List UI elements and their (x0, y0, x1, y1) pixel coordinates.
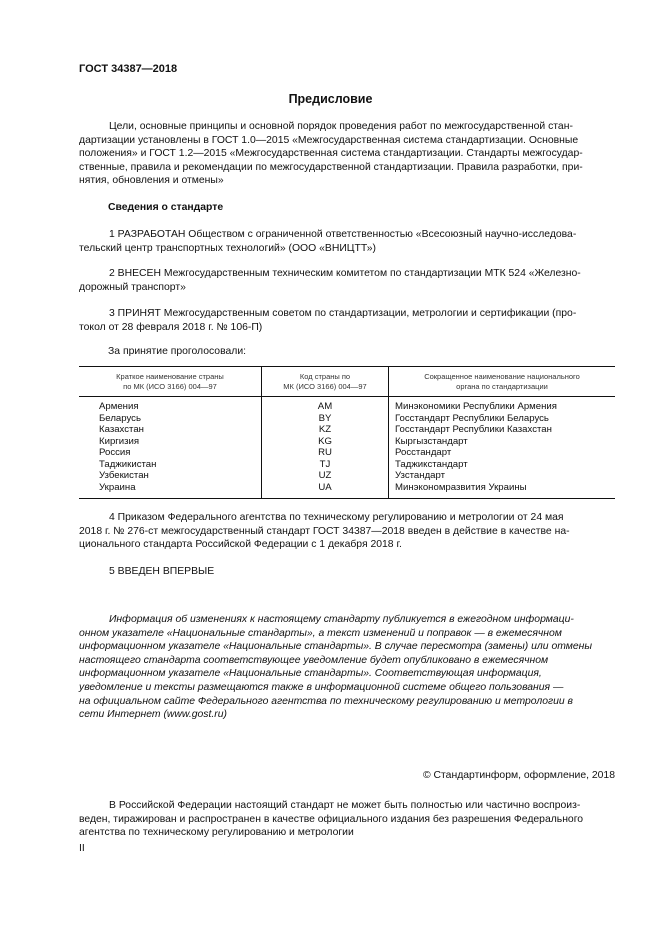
info-line: сети Интернет (www.gost.ru) (79, 709, 227, 721)
info-line: на официальном сайте Федерального агентства по техническому регулированию и метрологии в (79, 695, 573, 707)
country-cell: Таджикистан (99, 458, 157, 470)
voted-label: За принятие проголосовали: (108, 346, 247, 357)
header-line: по МК (ИСО 3166) 004—97 (123, 382, 217, 391)
info-line: Информация об изменениях к настоящему стандарту публикуется в ежегодном информаци- (109, 614, 574, 625)
code-cell: TJ (262, 459, 389, 471)
header-line: Код страны по (299, 372, 351, 381)
column-header-agency (389, 367, 616, 397)
code-cell: KG (262, 436, 389, 448)
intro-paragraph (79, 120, 615, 188)
column-header-country (79, 367, 262, 397)
country-cell: Узбекистан (99, 470, 149, 481)
code-cell: BY (262, 413, 389, 425)
item-2-line: 2 ВНЕСЕН Межгосударственным техническим комитетом по стандартизации МТК 524 «Железно- (109, 268, 581, 279)
item-1-paragraph (79, 228, 615, 255)
item-1-line: тельский центр транспортных технологий» (ООО «ВНИЦТТ») (79, 242, 376, 254)
country-cell: Казахстан (99, 424, 144, 435)
header-line: МК (ИСО 3166) 004—97 (283, 382, 367, 391)
amendments-info-block (79, 613, 615, 722)
agency-cell: Минэкономразвития Украины (389, 482, 616, 499)
agency-cell: Госстандарт Республики Беларусь (389, 413, 616, 425)
intro-line: дартизации установлены в ГОСТ 1.0—2015 «Межгосударственная система стандартизации. Основные (79, 134, 579, 146)
rights-line: В Российской Федерации настоящий стандарт не может быть полностью или частично воспроиз- (109, 800, 581, 811)
country-cell: Беларусь (99, 412, 141, 424)
item-4-line: 2018 г. № 276-ст межгосударственный стандарт ГОСТ 34387—2018 введен в действие в качестве на- (79, 525, 570, 537)
table-row (79, 436, 615, 448)
intro-line: Цели, основные принципы и основной порядок проведения работ по межгосударственной стан- (109, 121, 573, 132)
info-line: информационном указателе «Национальные стандарты». В случае пересмотра (замены) или отмены (79, 641, 593, 653)
document-code-header: ГОСТ 34387—2018 (79, 63, 178, 75)
country-cell: Армения (99, 401, 139, 412)
code-cell: RU (262, 447, 389, 459)
intro-line: ственные, правила и рекомендации по межгосударственной стандартизации. Правила разработки, при- (79, 161, 583, 173)
item-2-paragraph (79, 267, 615, 294)
intro-line: нятия, обновления и отмены» (79, 175, 224, 187)
agency-cell: Узстандарт (389, 470, 616, 482)
code-cell: AM (262, 397, 389, 413)
country-cell: Киргизия (99, 435, 140, 447)
item-2-line: дорожный транспорт» (79, 281, 186, 293)
table-row (79, 470, 615, 482)
table-row (79, 459, 615, 471)
agency-cell: Кыргызстандарт (389, 436, 616, 448)
intro-line: положения» и ГОСТ 1.2—2015 «Межгосударственная система стандартизации. Стандарты межгосудар- (79, 148, 583, 160)
agency-cell: Минэкономики Республики Армения (389, 397, 616, 413)
header-line: органа по стандартизации (456, 382, 548, 391)
agency-cell: Росстандарт (389, 447, 616, 459)
table-header-row (79, 367, 615, 397)
item-4-paragraph (79, 511, 615, 552)
rights-line: веден, тиражирован и распространен в качестве официального издания без разрешения Федерального (79, 813, 584, 825)
code-cell: UZ (262, 470, 389, 482)
table-row (79, 482, 615, 499)
country-cell: Украина (79, 482, 262, 499)
info-line: настоящего стандарта соответствующее уведомление будет опубликовано в ежемесячном (79, 654, 549, 666)
table-row (79, 413, 615, 425)
page-number: II (79, 843, 85, 854)
info-line: онном указателе «Национальные стандарты», а текст изменений и поправок — в ежемесячном (79, 627, 562, 639)
item-3-paragraph (79, 307, 615, 334)
rights-paragraph (79, 799, 615, 840)
table-row (79, 397, 615, 413)
page-title: Предисловие (288, 92, 373, 106)
table-row (79, 447, 615, 459)
code-cell: UA (262, 482, 389, 499)
info-line: информационном указателе «Национальные стандарты». Соответствующая информация, (79, 668, 542, 680)
item-4-line: 4 Приказом Федерального агентства по техническому регулированию и метрологии от 24 мая (109, 512, 564, 523)
item-3-line: токол от 28 февраля 2018 г. № 106-П) (79, 321, 263, 333)
agency-cell: Таджикстандарт (389, 459, 616, 471)
country-cell: Россия (99, 447, 131, 458)
item-3-line: 3 ПРИНЯТ Межгосударственным советом по стандартизации, метрологии и сертификации (про- (109, 308, 577, 319)
item-4-line: ционального стандарта Российской Федерации с 1 декабря 2018 г. (79, 539, 402, 551)
voting-countries-table (79, 366, 615, 499)
column-header-code (262, 367, 389, 397)
item-1-line: 1 РАЗРАБОТАН Обществом с ограниченной ответственностью «Всесоюзный научно-исследова- (109, 229, 577, 240)
copyright-notice: © Стандартинформ, оформление, 2018 (422, 770, 615, 781)
item-5-paragraph (79, 565, 615, 579)
header-line: Краткое наименование страны (116, 372, 224, 381)
table-row (79, 424, 615, 436)
header-line: Сокращенное наименование национального (424, 372, 580, 381)
rights-line: агентства по техническому регулированию и метрологии (79, 827, 354, 839)
agency-cell: Госстандарт Республики Казахстан (389, 424, 616, 436)
section-subtitle: Сведения о стандарте (108, 202, 224, 213)
info-line: уведомление и тексты размещаются также в информационной системе общего пользования — (79, 681, 564, 693)
code-cell: KZ (262, 424, 389, 436)
item-5-line: 5 ВВЕДЕН ВПЕРВЫЕ (109, 566, 215, 577)
